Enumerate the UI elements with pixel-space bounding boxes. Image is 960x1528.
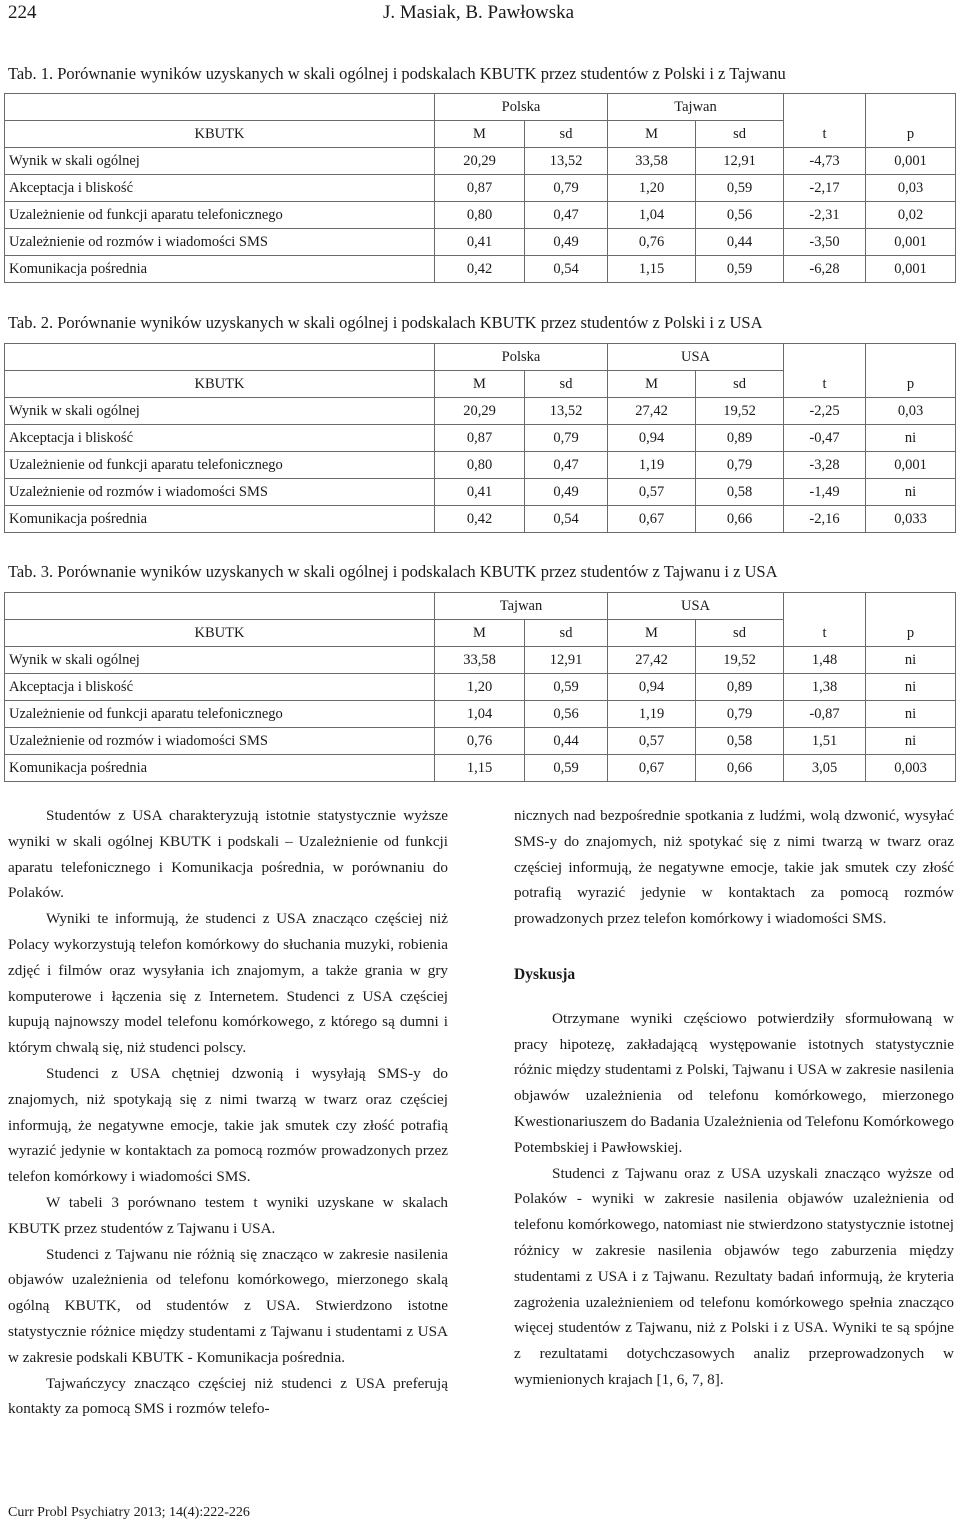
value-cell: 0,59 bbox=[525, 674, 608, 701]
column-header: p bbox=[866, 121, 956, 148]
value-cell: -3,28 bbox=[784, 452, 866, 479]
header-empty-cell bbox=[784, 344, 866, 371]
header-empty-cell bbox=[5, 593, 435, 620]
section-heading: Dyskusja bbox=[514, 965, 576, 983]
footer-citation: Curr Probl Psychiatry 2013; 14(4):222-226 bbox=[8, 1505, 250, 1520]
value-cell: 0,033 bbox=[866, 506, 956, 533]
row-label-cell: Uzależnienie od funkcji aparatu telefonicznego bbox=[5, 701, 435, 728]
value-cell: 0,44 bbox=[525, 728, 608, 755]
value-cell: -2,31 bbox=[784, 202, 866, 229]
value-cell: 0,80 bbox=[435, 452, 525, 479]
row-label-cell: Uzależnienie od funkcji aparatu telefonicznego bbox=[5, 202, 435, 229]
row-label-cell: Akceptacja i bliskość bbox=[5, 175, 435, 202]
value-cell: 1,15 bbox=[435, 755, 525, 782]
column-header: sd bbox=[696, 620, 784, 647]
value-cell: 20,29 bbox=[435, 148, 525, 175]
value-cell: 0,47 bbox=[525, 202, 608, 229]
value-cell: 0,76 bbox=[435, 728, 525, 755]
value-cell: 0,79 bbox=[525, 425, 608, 452]
value-cell: 0,49 bbox=[525, 479, 608, 506]
value-cell: 0,57 bbox=[608, 479, 696, 506]
value-cell: ni bbox=[866, 479, 956, 506]
group-b-header: USA bbox=[608, 344, 784, 371]
value-cell: 1,19 bbox=[608, 701, 696, 728]
column-header: sd bbox=[525, 371, 608, 398]
column-header: sd bbox=[696, 371, 784, 398]
column-header: M bbox=[435, 620, 525, 647]
column-header: M bbox=[608, 620, 696, 647]
table-row bbox=[5, 256, 956, 283]
table-3 bbox=[4, 592, 956, 782]
value-cell: 0,87 bbox=[435, 425, 525, 452]
header-empty-cell bbox=[784, 593, 866, 620]
value-cell: -0,47 bbox=[784, 425, 866, 452]
table-row bbox=[5, 701, 956, 728]
column-header: KBUTK bbox=[5, 620, 435, 647]
value-cell: -2,16 bbox=[784, 506, 866, 533]
value-cell: 0,001 bbox=[866, 256, 956, 283]
row-label-cell: Akceptacja i bliskość bbox=[5, 425, 435, 452]
value-cell: 0,44 bbox=[696, 229, 784, 256]
header-empty-cell bbox=[866, 344, 956, 371]
value-cell: 0,89 bbox=[696, 425, 784, 452]
value-cell: 0,76 bbox=[608, 229, 696, 256]
value-cell: -2,17 bbox=[784, 175, 866, 202]
row-label-cell: Komunikacja pośrednia bbox=[5, 755, 435, 782]
value-cell: 0,87 bbox=[435, 175, 525, 202]
value-cell: 0,79 bbox=[696, 701, 784, 728]
page-number: 224 bbox=[8, 2, 37, 23]
value-cell: 0,67 bbox=[608, 755, 696, 782]
value-cell: 0,001 bbox=[866, 452, 956, 479]
value-cell: ni bbox=[866, 728, 956, 755]
table-row bbox=[5, 755, 956, 782]
row-label-cell: Wynik w skali ogólnej bbox=[5, 148, 435, 175]
table-row bbox=[5, 506, 956, 533]
value-cell: 0,03 bbox=[866, 175, 956, 202]
value-cell: 19,52 bbox=[696, 647, 784, 674]
table-row bbox=[5, 175, 956, 202]
value-cell: ni bbox=[866, 674, 956, 701]
group-b-header: Tajwan bbox=[608, 94, 784, 121]
value-cell: 27,42 bbox=[608, 647, 696, 674]
group-a-header: Polska bbox=[435, 344, 608, 371]
right-text-column bbox=[514, 803, 954, 1393]
value-cell: 1,48 bbox=[784, 647, 866, 674]
column-header: M bbox=[608, 371, 696, 398]
value-cell: ni bbox=[866, 425, 956, 452]
table-row bbox=[5, 229, 956, 256]
value-cell: 1,19 bbox=[608, 452, 696, 479]
value-cell: 1,51 bbox=[784, 728, 866, 755]
group-b-header: USA bbox=[608, 593, 784, 620]
column-header: M bbox=[435, 371, 525, 398]
table-1 bbox=[4, 93, 956, 283]
paragraph: W tabeli 3 porównano testem t wyniki uzyskane w skalach KBUTK przez studentów z Tajwanu i USA. bbox=[8, 1193, 448, 1237]
value-cell: -1,49 bbox=[784, 479, 866, 506]
value-cell: 0,79 bbox=[696, 452, 784, 479]
value-cell: 1,04 bbox=[608, 202, 696, 229]
value-cell: 0,56 bbox=[696, 202, 784, 229]
column-header: M bbox=[435, 121, 525, 148]
column-header: sd bbox=[696, 121, 784, 148]
value-cell: 0,59 bbox=[696, 175, 784, 202]
value-cell: ni bbox=[866, 647, 956, 674]
value-cell: 0,003 bbox=[866, 755, 956, 782]
value-cell: -3,50 bbox=[784, 229, 866, 256]
header-empty-cell bbox=[784, 94, 866, 121]
value-cell: 0,58 bbox=[696, 728, 784, 755]
paragraph: Studentów z USA charakteryzują istotnie statystycznie wyższe wyniki w skali ogólnej KBUTK i podskali – Uzależnienie od funkcji aparatu telefonicznego i Komunikacja pośrednia, w porównaniu do Polaków. bbox=[8, 807, 448, 902]
value-cell: 3,05 bbox=[784, 755, 866, 782]
table-row bbox=[5, 202, 956, 229]
value-cell: 0,56 bbox=[525, 701, 608, 728]
running-header-authors: J. Masiak, B. Pawłowska bbox=[383, 2, 575, 23]
table-column-header-row bbox=[5, 620, 956, 647]
header-empty-cell bbox=[5, 344, 435, 371]
column-header: M bbox=[608, 121, 696, 148]
value-cell: 0,59 bbox=[696, 256, 784, 283]
table-row bbox=[5, 674, 956, 701]
value-cell: 33,58 bbox=[435, 647, 525, 674]
table-row bbox=[5, 479, 956, 506]
value-cell: 0,57 bbox=[608, 728, 696, 755]
table-column-header-row bbox=[5, 371, 956, 398]
paragraph: Studenci z Tajwanu oraz z USA uzyskali znacząco wyższe od Polaków - wyniki w zakresie nasilenia objawów uzależnienia od telefonu komórkowego, natomiast nie stwierdzono statystycznie istotnej różnicy w zakresie nasilenia objawów tego zaburzenia między studentami z USA i z Tajwanu. Rezultaty badań informują, że kryteria zagrożenia uzależnieniem od telefonu komórkowego spełnia znacząco więcej studentów z Tajwanu, niż z Polski i z USA. Wyniki te są spójne z rezultatami dotychczasowych analiz przeprowadzonych w wymienionych krajach [1, 6, 7, 8]. bbox=[514, 1164, 954, 1388]
value-cell: 0,58 bbox=[696, 479, 784, 506]
column-header: t bbox=[784, 121, 866, 148]
row-label-cell: Wynik w skali ogólnej bbox=[5, 647, 435, 674]
value-cell: 1,20 bbox=[608, 175, 696, 202]
table-3-caption: Tab. 3. Porównanie wyników uzyskanych w skali ogólnej i podskalach KBUTK przez studentów z Tajwanu i z USA bbox=[8, 562, 778, 581]
value-cell: 19,52 bbox=[696, 398, 784, 425]
column-header: sd bbox=[525, 620, 608, 647]
table-row bbox=[5, 398, 956, 425]
value-cell: 13,52 bbox=[525, 148, 608, 175]
table-2 bbox=[4, 343, 956, 533]
column-header: t bbox=[784, 371, 866, 398]
table-column-header-row bbox=[5, 121, 956, 148]
value-cell: -4,73 bbox=[784, 148, 866, 175]
column-header: t bbox=[784, 620, 866, 647]
value-cell: 1,20 bbox=[435, 674, 525, 701]
value-cell: 0,89 bbox=[696, 674, 784, 701]
paragraph: Otrzymane wyniki częściowo potwierdziły sformułowaną w pracy hipotezę, zakładającą występowanie istotnych statystycznie różnic między studentami z Polski, Tajwanu i USA w zakresie nasilenia objawów uzależnienia od telefonu komórkowego, mierzonego Kwestionariuszem do Badania Uzależnienia od Telefonu Komórkowego Potembskiej i Pawłowskiej. bbox=[514, 1009, 954, 1156]
table-2-caption: Tab. 2. Porównanie wyników uzyskanych w skali ogólnej i podskalach KBUTK przez studentów z Polski i z USA bbox=[8, 313, 763, 332]
value-cell: 1,15 bbox=[608, 256, 696, 283]
value-cell: 0,54 bbox=[525, 506, 608, 533]
header-empty-cell bbox=[866, 593, 956, 620]
value-cell: 0,001 bbox=[866, 229, 956, 256]
row-label-cell: Uzależnienie od rozmów i wiadomości SMS bbox=[5, 479, 435, 506]
value-cell: 0,001 bbox=[866, 148, 956, 175]
table-row bbox=[5, 728, 956, 755]
value-cell: 0,67 bbox=[608, 506, 696, 533]
value-cell: 0,02 bbox=[866, 202, 956, 229]
left-text-column bbox=[8, 803, 448, 1422]
column-header: p bbox=[866, 371, 956, 398]
value-cell: 1,38 bbox=[784, 674, 866, 701]
value-cell: 0,80 bbox=[435, 202, 525, 229]
row-label-cell: Komunikacja pośrednia bbox=[5, 256, 435, 283]
value-cell: -6,28 bbox=[784, 256, 866, 283]
value-cell: 0,59 bbox=[525, 755, 608, 782]
column-header: p bbox=[866, 620, 956, 647]
value-cell: 0,94 bbox=[608, 674, 696, 701]
value-cell: 0,94 bbox=[608, 425, 696, 452]
value-cell: -0,87 bbox=[784, 701, 866, 728]
column-header: KBUTK bbox=[5, 121, 435, 148]
row-label-cell: Uzależnienie od rozmów i wiadomości SMS bbox=[5, 229, 435, 256]
table-row bbox=[5, 452, 956, 479]
value-cell: ni bbox=[866, 701, 956, 728]
paragraph: Studenci z Tajwanu nie różnią się znacząco w zakresie nasilenia objawów uzależnienia od telefonu komórkowego, mierzonego skalą ogólną KBUTK, od studentów z USA. Stwierdzono istotne statystycznie różnice między studentami z Tajwanu i studentami z USA w zakresie podskali KBUTK - Komunikacja pośrednia. bbox=[8, 1245, 448, 1366]
column-header: KBUTK bbox=[5, 371, 435, 398]
table-group-header-row bbox=[5, 344, 956, 371]
value-cell: 12,91 bbox=[525, 647, 608, 674]
value-cell: 0,42 bbox=[435, 256, 525, 283]
table-row bbox=[5, 647, 956, 674]
paragraph-continuation: nicznych nad bezpośrednie spotkania z ludźmi, wolą dzwonić, wysyłać SMS-y do znajomych, niż spotykać się z nimi twarzą w twarz oraz częściej informują, że negatywne emocje, takie jak smutek czy złość potrafią wyrazić jedynie w kontaktach za pomocą rozmów prowadzonych przez telefon komórkowy i wiadomości SMS. bbox=[514, 807, 954, 928]
group-a-header: Polska bbox=[435, 94, 608, 121]
value-cell: 0,79 bbox=[525, 175, 608, 202]
value-cell: 12,91 bbox=[696, 148, 784, 175]
paragraph: Wyniki te informują, że studenci z USA znacząco częściej niż Polacy wykorzystują telefon komórkowy do słuchania muzyki, robienia zdjęć i filmów oraz wysyłania ich znajomym, a także grania w gry komputerowe i łączenia się z Internetem. Studenci z USA częściej kupują najnowszy model telefonu komórkowego, z którego są dumni i którym chwalą się, niż studenci polscy. bbox=[8, 910, 448, 1057]
table-group-header-row bbox=[5, 94, 956, 121]
row-label-cell: Akceptacja i bliskość bbox=[5, 674, 435, 701]
value-cell: 0,54 bbox=[525, 256, 608, 283]
value-cell: 33,58 bbox=[608, 148, 696, 175]
row-label-cell: Uzależnienie od funkcji aparatu telefonicznego bbox=[5, 452, 435, 479]
value-cell: 0,49 bbox=[525, 229, 608, 256]
value-cell: 0,41 bbox=[435, 479, 525, 506]
value-cell: 0,42 bbox=[435, 506, 525, 533]
value-cell: -2,25 bbox=[784, 398, 866, 425]
table-group-header-row bbox=[5, 593, 956, 620]
value-cell: 0,66 bbox=[696, 506, 784, 533]
value-cell: 0,47 bbox=[525, 452, 608, 479]
value-cell: 20,29 bbox=[435, 398, 525, 425]
header-empty-cell bbox=[5, 94, 435, 121]
value-cell: 0,41 bbox=[435, 229, 525, 256]
row-label-cell: Wynik w skali ogólnej bbox=[5, 398, 435, 425]
value-cell: 0,03 bbox=[866, 398, 956, 425]
value-cell: 0,66 bbox=[696, 755, 784, 782]
value-cell: 13,52 bbox=[525, 398, 608, 425]
paragraph: Tajwańczycy znacząco częściej niż studenci z USA preferują kontakty za pomocą SMS i rozmów telefo- bbox=[8, 1374, 448, 1418]
header-empty-cell bbox=[866, 94, 956, 121]
paragraph: Studenci z USA chętniej dzwonią i wysyłają SMS-y do znajomych, niż spotykają się z nimi twarzą w twarz oraz częściej informują, że negatywne emocje, takie jak smutek czy złość potrafią wyrazić jedynie w kontaktach za pomocą rozmów prowadzonych przez telefon komórkowy i wiadomości SMS. bbox=[8, 1064, 448, 1186]
value-cell: 1,04 bbox=[435, 701, 525, 728]
table-row bbox=[5, 148, 956, 175]
table-row bbox=[5, 425, 956, 452]
column-header: sd bbox=[525, 121, 608, 148]
group-a-header: Tajwan bbox=[435, 593, 608, 620]
table-1-caption: Tab. 1. Porównanie wyników uzyskanych w skali ogólnej i podskalach KBUTK przez studentów z Polski i z Tajwanu bbox=[8, 64, 786, 83]
value-cell: 27,42 bbox=[608, 398, 696, 425]
row-label-cell: Komunikacja pośrednia bbox=[5, 506, 435, 533]
row-label-cell: Uzależnienie od rozmów i wiadomości SMS bbox=[5, 728, 435, 755]
